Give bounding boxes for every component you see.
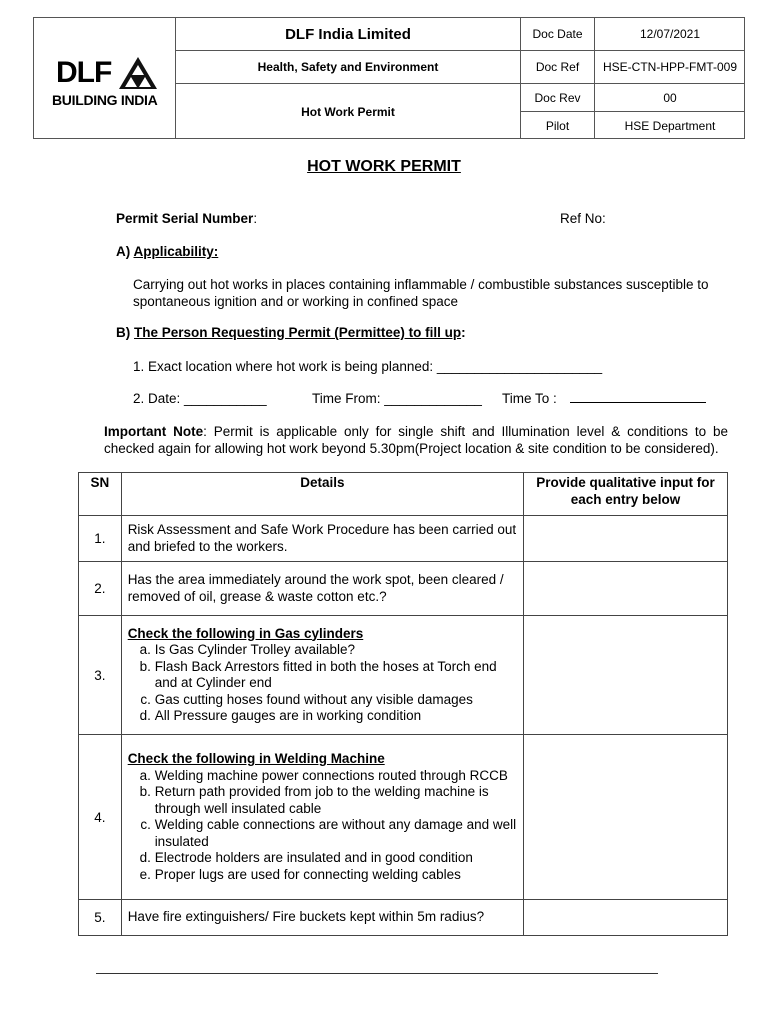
list-item: d. Electrode holders are insulated and in good condition: [155, 850, 517, 867]
important-note-label: Important Note: [104, 424, 204, 439]
row-subheading: Check the following in Gas cylinders: [127, 625, 364, 641]
list-item: e. Proper lugs are used for connecting welding cables: [155, 867, 517, 884]
pilot-label: Pilot: [545, 118, 570, 133]
page-title: [0, 158, 768, 176]
logo-triangle-icon: [118, 56, 158, 90]
section-a-heading: [116, 244, 218, 259]
doc-date-value: 12/07/2021: [639, 27, 701, 41]
doc-ref-value: HSE-CTN-HPP-FMT-009: [602, 60, 737, 74]
list-item: b. Flash Back Arrestors fitted in both the hoses at Torch end and at Cylinder end: [155, 659, 517, 692]
doc-ref-label: Doc Ref: [535, 60, 580, 74]
section-b-title: The Person Requesting Permit (Permittee) to fill up: [134, 325, 462, 340]
time-to-field[interactable]: [502, 391, 557, 406]
list-item: d. All Pressure gauges are in working condition: [155, 708, 517, 725]
department-name: Health, Safety and Environment: [257, 60, 439, 74]
list-item: a. Welding machine power connections routed through RCCB: [155, 768, 517, 785]
list-item: c. Gas cutting hoses found without any visible damages: [155, 692, 517, 709]
row-subheading: Check the following in Welding Machine: [127, 751, 385, 766]
row-checklist: [128, 642, 517, 725]
signature-line: [96, 973, 658, 974]
row-details: Risk Assessment and Safe Work Procedure has been carried out and briefed to the workers.: [121, 516, 523, 562]
row-sn: 3.: [79, 616, 122, 735]
row-details: Have fire extinguishers/ Fire buckets kept within 5m radius?: [121, 900, 523, 936]
table-row: [79, 516, 728, 562]
page-title-text: HOT WORK PERMIT: [307, 158, 461, 175]
row-sn: 2.: [79, 562, 122, 616]
date-field[interactable]: 2. Date: ___________: [133, 391, 267, 406]
form-name: Hot Work Permit: [301, 105, 395, 119]
table-row: [79, 616, 728, 735]
section-b-heading: [116, 325, 466, 340]
table-header-row: [79, 473, 728, 516]
row-input-cell[interactable]: [524, 900, 728, 936]
section-b-prefix: B): [116, 325, 131, 340]
section-a-text: Carrying out hot works in places containing inflammable / combustible substances susceptible to spontaneous ignition and or working in confined space: [133, 277, 709, 309]
permit-serial-row: [116, 211, 257, 226]
logo-wordmark: DLF: [56, 56, 112, 89]
row-details: [121, 735, 523, 900]
doc-rev-label: Doc Rev: [534, 90, 581, 105]
time-to-blank[interactable]: [570, 402, 706, 403]
col-header-input: Provide qualitative input for each entry below: [524, 473, 728, 516]
list-item: b. Return path provided from job to the welding machine is through well insulated cable: [155, 784, 517, 817]
doc-date-label: Doc Date: [532, 27, 583, 41]
document-header: [33, 17, 745, 139]
row-details: [121, 616, 523, 735]
ref-no-label: Ref No:: [560, 211, 606, 226]
pilot-value: HSE Department: [624, 118, 716, 133]
row-details: Has the area immediately around the work spot, been cleared / removed of oil, grease & waste cotton etc.?: [121, 562, 523, 616]
table-row: [79, 735, 728, 900]
list-item: a. Is Gas Cylinder Trolley available?: [155, 642, 517, 659]
important-note-text: : Permit is applicable only for single shift and Illumination level & conditions to be checked again for allowing hot work beyond 5.30pm(Project location & site condition to be considered).: [104, 424, 728, 456]
section-a-prefix: A): [116, 244, 131, 259]
row-input-cell[interactable]: [524, 616, 728, 735]
location-field[interactable]: 1. Exact location where hot work is being planned: ______________________: [133, 359, 603, 374]
table-row: [79, 562, 728, 616]
important-note: [104, 423, 728, 457]
col-header-details: Details: [121, 473, 523, 516]
row-sn: 4.: [79, 735, 122, 900]
company-name: DLF India Limited: [285, 25, 411, 43]
row-input-cell[interactable]: [524, 516, 728, 562]
dlf-logo: [52, 48, 162, 108]
table-row: [79, 900, 728, 936]
section-a-title: Applicability:: [133, 244, 219, 259]
doc-rev-value: 00: [663, 90, 677, 105]
section-b-colon: :: [461, 325, 466, 340]
row-input-cell[interactable]: [524, 562, 728, 616]
row-checklist: [128, 768, 517, 884]
time-to-label: Time To :: [502, 391, 557, 406]
row-sn: 5.: [79, 900, 122, 936]
row-sn: 1.: [79, 516, 122, 562]
checklist-table: [78, 472, 728, 936]
col-header-sn: SN: [79, 473, 122, 516]
time-from-field[interactable]: Time From: _____________: [312, 391, 482, 406]
permit-serial-colon: :: [253, 211, 258, 226]
row-input-cell[interactable]: [524, 735, 728, 900]
list-item: c. Welding cable connections are without any damage and well insulated: [155, 817, 517, 850]
logo-tagline: BUILDING INDIA: [52, 92, 158, 108]
permit-serial-label: Permit Serial Number: [116, 211, 254, 226]
